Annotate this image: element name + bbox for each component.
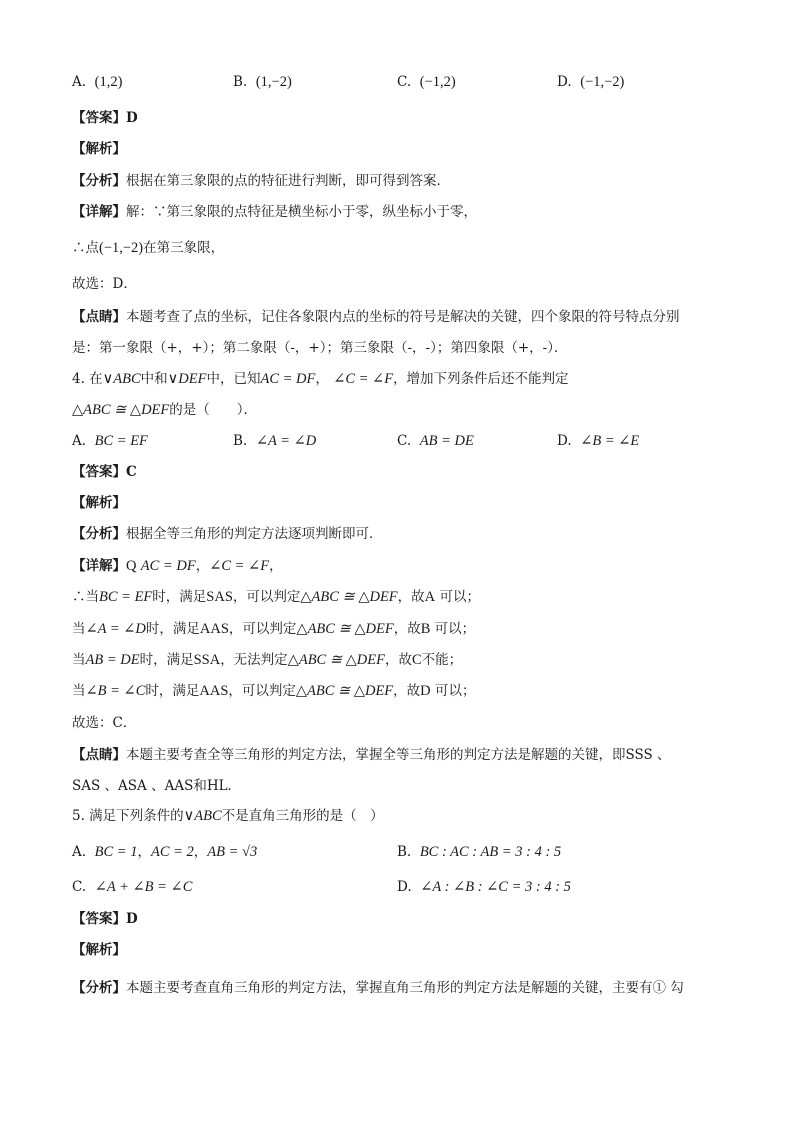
q3-fenxi: 【分析】根据在第三象限的点的特征进行判断，即可得到答案． xyxy=(72,173,450,189)
q4-case-line: ∴当BC = EF时，满足SAS，可以判定△ABC ≅ △DEF，故A 可以； xyxy=(72,589,480,605)
q3-option-b: B. (1,−2) xyxy=(233,74,292,90)
q4-dianjing: 【点睛】本题主要考查全等三角形的判定方法，掌握全等三角形的判定方法是解题的关键，即SSS 、 xyxy=(72,747,671,763)
q4-stem-line1: 4. 在∨ABC中和∨DEF中，已知AC = DF， ∠C = ∠F，增加下列条件后还不能判定 xyxy=(72,371,569,387)
q4-option-a: A. BC = EF xyxy=(72,433,148,449)
q4-case-line: 当AB = DE时，满足SSA，无法判定△ABC ≅ △DEF，故C不能； xyxy=(72,652,463,668)
q4-case-line: 当∠A = ∠D时，满足AAS，可以判定△ABC ≅ △DEF，故B 可以； xyxy=(72,621,476,637)
q5-jiexi-heading: 【解析】 xyxy=(72,942,126,958)
q4-fenxi: 【分析】根据全等三角形的判定方法逐项判断即可． xyxy=(72,526,383,542)
q4-final-choice: 故选：C． xyxy=(72,715,137,731)
q5-option-c: C. ∠A + ∠B = ∠C xyxy=(72,879,193,895)
q3-dianjing: 【点睛】本题考查了点的坐标，记住各象限内点的坐标的符号是解决的关键，四个象限的符号特点分别 xyxy=(72,309,680,325)
q3-jiexi-heading: 【解析】 xyxy=(72,141,126,157)
q4-jiexi-heading: 【解析】 xyxy=(72,495,126,511)
q3-option-c: C. (−1,2) xyxy=(397,74,456,90)
q3-solution-line: ∴点(−1,−2)在第三象限， xyxy=(72,240,225,256)
q4-case-line: 当∠B = ∠C时，满足AAS，可以判定△ABC ≅ △DEF，故D 可以； xyxy=(72,683,476,699)
q3-option-a: A. (1,2) xyxy=(72,74,123,90)
q4-option-b: B. ∠A = ∠D xyxy=(233,433,317,449)
q4-xiangjie: 【详解】Q AC = DF，∠C = ∠F， xyxy=(72,558,283,574)
q3-answer: 【答案】D xyxy=(72,110,138,126)
q4-dianjing-cont: SAS 、ASA 、AAS和HL． xyxy=(72,778,242,794)
q5-fenxi: 【分析】本题主要考查直角三角形的判定方法，掌握直角三角形的判定方法是解题的关键，主要有① 勾 xyxy=(72,980,684,996)
q3-option-d: D. (−1,−2) xyxy=(557,74,625,90)
q4-option-d: D. ∠B = ∠E xyxy=(557,433,640,449)
q4-answer: 【答案】C xyxy=(72,464,137,480)
q3-final-choice: 故选：D． xyxy=(72,276,137,292)
q4-stem-line2: △ABC ≅ △DEF的是（ ）． xyxy=(72,402,258,418)
q5-stem: 5. 满足下列条件的∨ABC不是直角三角形的是（ ） xyxy=(72,808,384,824)
q5-option-a: A. BC = 1，AC = 2，AB = √3 xyxy=(72,844,258,860)
q5-option-b: B. BC : AC : AB = 3 : 4 : 5 xyxy=(397,844,562,860)
q5-option-d: D. ∠A : ∠B : ∠C = 3 : 4 : 5 xyxy=(397,879,571,895)
q3-xiangjie: 【详解】解：∵第三象限的点特征是横坐标小于零，纵坐标小于零， xyxy=(72,204,477,220)
q5-answer: 【答案】D xyxy=(72,911,138,927)
q4-option-c: C. AB = DE xyxy=(397,433,474,449)
q3-dianjing-cont: 是：第一象限（+，+）；第二象限（-，+）；第三象限（-，-）；第四象限（+，-）． xyxy=(72,340,568,356)
